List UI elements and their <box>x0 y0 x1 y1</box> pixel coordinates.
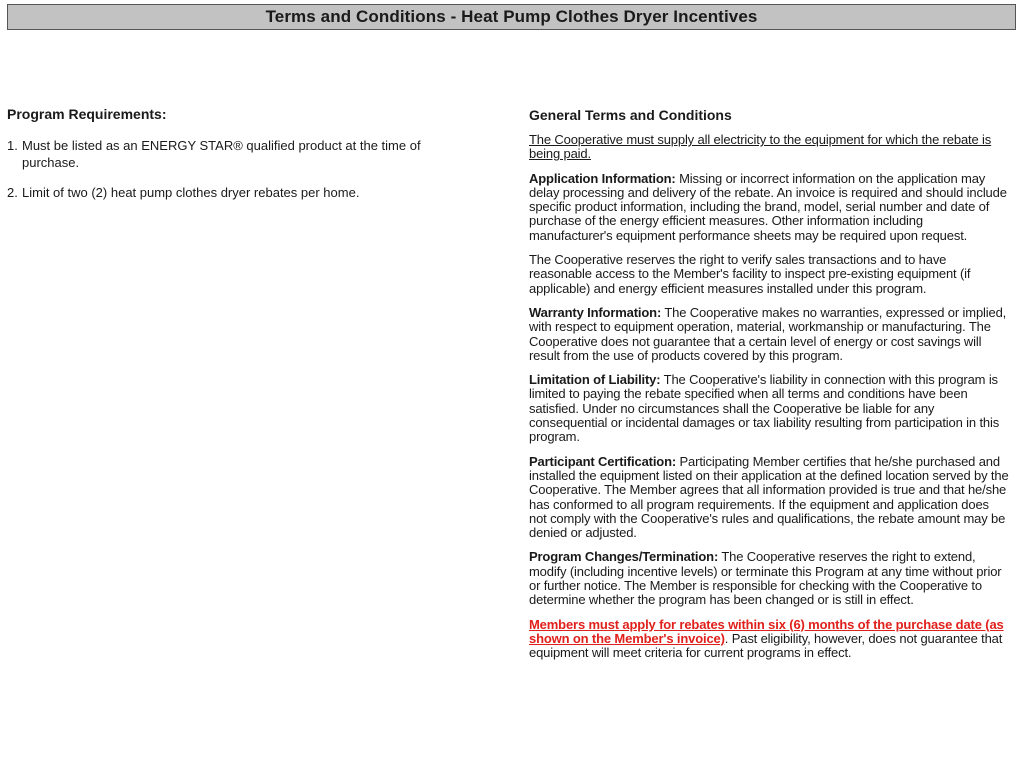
program-requirements-heading: Program Requirements: <box>7 106 167 122</box>
program-requirements-section <box>7 106 477 214</box>
limitation-of-liability-term: Limitation of Liability: <box>529 372 661 388</box>
requirement-item <box>7 137 477 171</box>
requirement-number: 1. <box>7 138 18 153</box>
title-bar <box>7 4 1016 30</box>
requirement-text: Must be listed as an ENERGY STAR® qualified product at the time of purchase. <box>22 138 421 170</box>
program-changes-term: Program Changes/Termination: <box>529 549 719 565</box>
requirement-text: Limit of two (2) heat pump clothes dryer rebates per home. <box>22 185 360 200</box>
participant-certification-text: Participating Member certifies that he/she purchased and installed the equipment listed on their application at the defined location served by the Cooperative. The Member agrees that all information provided is true and that he/she has conformed to all program requirements. If the equipment and application does not comply with the Cooperative's rules and qualifications, the rebate amount may be denied or adjusted. <box>529 453 1009 541</box>
program-changes-text: The Cooperative reserves the right to extend, modify (including incentive levels) or terminate this Program at any time without prior or further notice. The Member is responsible for checking with the Cooperative to determine whether the program has been changed or is still in effect. <box>529 549 1002 608</box>
requirement-item <box>7 184 477 201</box>
electricity-supply-statement: The Cooperative must supply all electricity to the equipment for which the rebate is being paid. <box>529 132 992 162</box>
rebate-deadline-text: . Past eligibility, however, does not guarantee that equipment will meet criteria for current programs in effect. <box>529 630 1003 661</box>
rebate-deadline-highlight: Members must apply for rebates within six (6) months of the purchase date (as shown on the Member's invoice) <box>529 616 1004 646</box>
program-changes-paragraph <box>529 550 1009 607</box>
application-information-term: Application Information: <box>529 170 676 186</box>
application-information-paragraph <box>529 172 1009 243</box>
page-title: Terms and Conditions - Heat Pump Clothes Dryer Incentives <box>265 7 758 26</box>
general-terms-section <box>529 107 1009 671</box>
general-terms-heading: General Terms and Conditions <box>529 107 732 123</box>
warranty-information-term: Warranty Information: <box>529 304 662 320</box>
limitation-of-liability-paragraph <box>529 373 1009 444</box>
verification-paragraph: The Cooperative reserves the right to verify sales transactions and to have reasonable access to the Member's facility to inspect pre-existing equipment (if applicable) and energy efficient measures installed under this program. <box>529 252 971 296</box>
application-information-text: Missing or incorrect information on the application may delay processing and delivery of the rebate. An invoice is required and should include specific product information, including the brand, model, serial number and date of purchase of the energy efficient measures. Other information including manufacturer's equipment performance sheets may be required upon request. <box>529 170 1007 243</box>
requirement-number: 2. <box>7 185 18 200</box>
limitation-of-liability-text: The Cooperative's liability in connection with this program is limited to paying the rebate specified when all terms and conditions have been satisfied. Under no circumstances shall the Cooperative be liable for any consequential or incidental damages or tax liability resulting from participation in this program. <box>529 372 1000 445</box>
participant-certification-paragraph <box>529 455 1009 541</box>
participant-certification-term: Participant Certification: <box>529 453 677 469</box>
warranty-information-paragraph <box>529 306 1009 363</box>
warranty-information-text: The Cooperative makes no warranties, expressed or implied, with respect to equipment operation, material, workmanship or manufacturing. The Cooperative does not guarantee that a certain level of energy or cost savings will result from the use of products covered by this program. <box>529 304 1007 363</box>
rebate-deadline-paragraph <box>529 618 1009 661</box>
